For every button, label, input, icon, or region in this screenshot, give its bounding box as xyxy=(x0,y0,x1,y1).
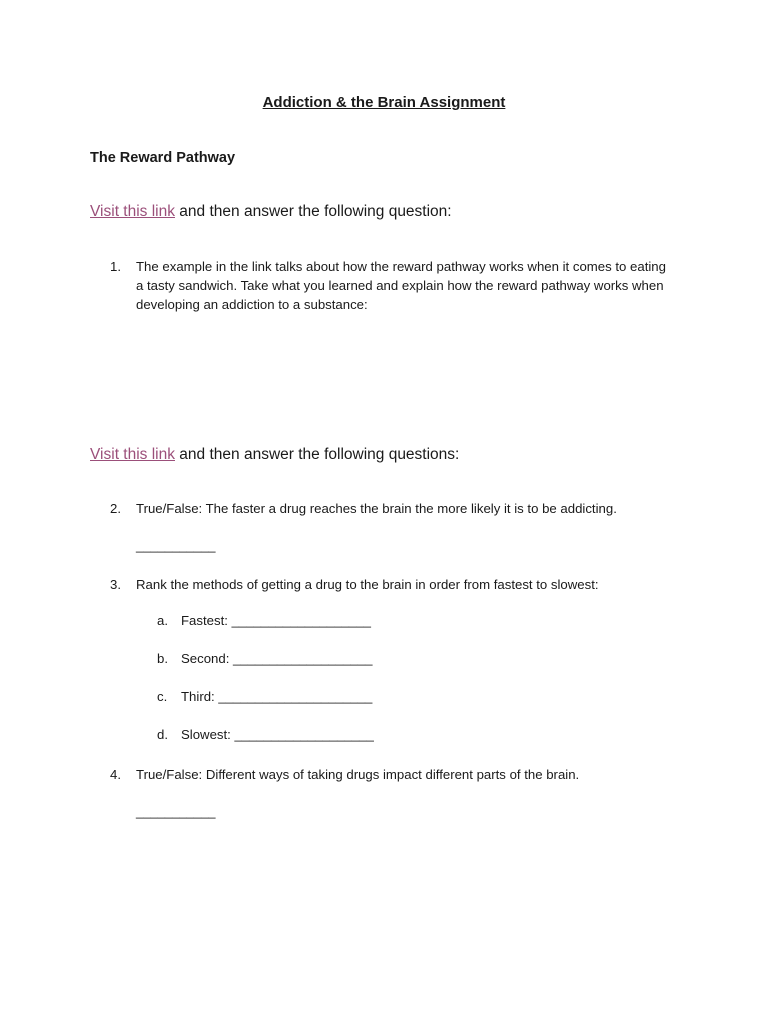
item-letter: b. xyxy=(157,651,168,666)
document-title: Addiction & the Brain Assignment xyxy=(262,94,506,111)
question-4 xyxy=(110,765,666,784)
question-text: True/False: Different ways of taking drugs impact different parts of the brain. xyxy=(136,767,580,782)
question-number: 3. xyxy=(110,577,121,592)
answer-blank-2[interactable]: ___________ xyxy=(136,538,216,553)
question-number: 4. xyxy=(110,767,121,782)
rank-item-b[interactable] xyxy=(157,651,372,666)
question-2 xyxy=(110,499,666,518)
item-letter: d. xyxy=(157,727,168,742)
question-number: 2. xyxy=(110,501,121,516)
question-1 xyxy=(110,257,666,314)
question-3 xyxy=(110,575,666,594)
rank-item-d[interactable] xyxy=(157,727,374,742)
section-heading: The Reward Pathway xyxy=(90,150,236,166)
intro-line-1 xyxy=(90,203,452,221)
question-text: Rank the methods of getting a drug to the brain in order from fastest to slowest: xyxy=(136,577,599,592)
visit-link-2[interactable]: Visit this link xyxy=(90,446,175,463)
answer-blank-4[interactable]: ___________ xyxy=(136,804,216,819)
item-text: Second: ___________________ xyxy=(181,651,373,666)
question-number: 1. xyxy=(110,259,121,274)
item-text: Slowest: ___________________ xyxy=(181,727,374,742)
item-text: Fastest: ___________________ xyxy=(181,613,371,628)
rank-item-c[interactable] xyxy=(157,689,372,704)
rank-item-a[interactable] xyxy=(157,613,371,628)
item-text: Third: _____________________ xyxy=(181,689,373,704)
item-letter: c. xyxy=(157,689,168,704)
intro-text-1: and then answer the following question: xyxy=(175,203,452,220)
question-text: The example in the link talks about how the reward pathway works when it comes to eating a tasty sandwich. Take what you learned and explain how the reward pathway works when developing an addiction to a substance: xyxy=(136,259,666,312)
intro-text-2: and then answer the following questions: xyxy=(175,446,460,463)
question-text: True/False: The faster a drug reaches the brain the more likely it is to be addicting. xyxy=(136,501,617,516)
intro-line-2 xyxy=(90,446,459,464)
item-letter: a. xyxy=(157,613,168,628)
visit-link-1[interactable]: Visit this link xyxy=(90,203,175,220)
